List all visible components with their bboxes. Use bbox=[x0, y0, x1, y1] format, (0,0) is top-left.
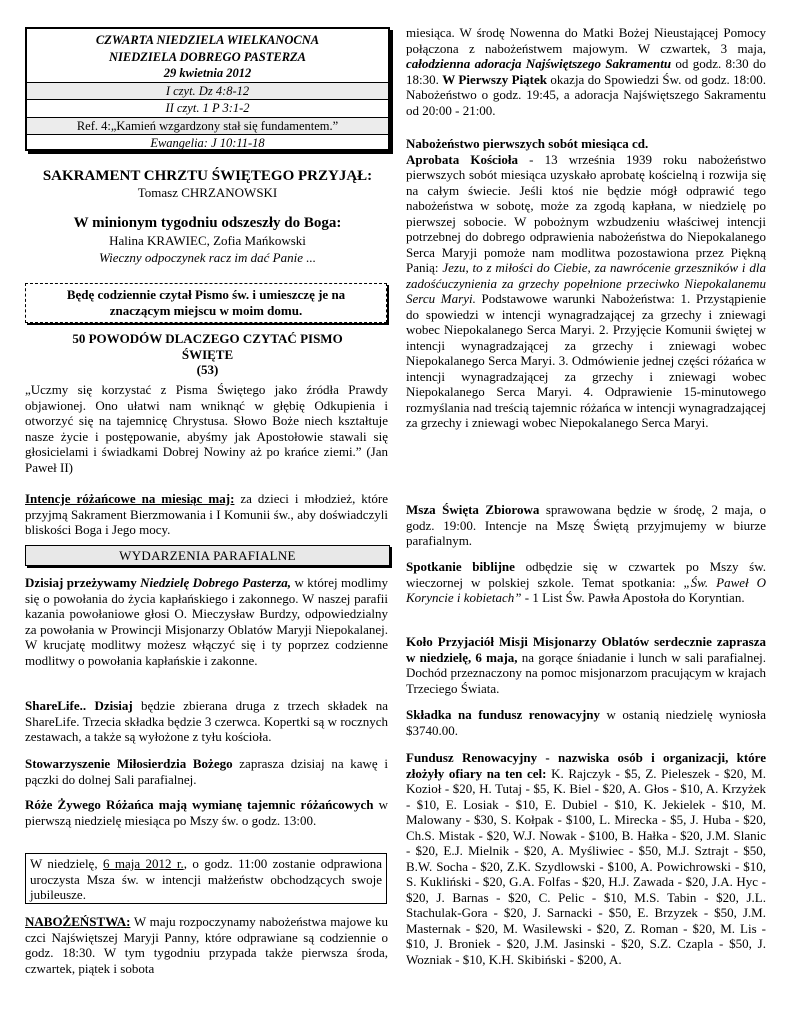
first-saturdays-lead: Aprobata Kościoła bbox=[406, 151, 519, 167]
services-label: NABOŻEŃSTWA: bbox=[25, 914, 131, 929]
baptism-title: SAKRAMENT CHRZTU ŚWIĘTEGO PRZYJĄŁ: bbox=[42, 168, 373, 184]
first-saturdays-paragraph bbox=[406, 136, 766, 431]
bible-meeting-paragraph bbox=[406, 559, 766, 606]
services-continued bbox=[406, 25, 766, 118]
rosary-intentions bbox=[25, 491, 388, 538]
services-cont-1: miesiąca. W środę Nowenna do Matki Bożej Nieustającej Pomocy połączona z nabożeństwem majowym. W czwartek, 3 maja, bbox=[406, 25, 766, 56]
good-shepherd-lead: Dzisiaj przeżywamy bbox=[25, 575, 141, 590]
jubilee-pre: W niedzielę, bbox=[30, 856, 103, 871]
reasons-title-1: 50 POWODÓW DLACZEGO CZYTAĆ PISMO bbox=[72, 331, 343, 346]
rosary-intentions-text: za dzieci i młodzież, które przyjmą Sakrament Bierzmowania i I Komunii św., aby doświadczyli bliskości Boga i Jego mocy. bbox=[25, 491, 388, 537]
renovation-fund-text: K. Rajczyk - $5, Z. Pieleszek - $20, M. Kozioł - $20, H. Tutaj - $5, K. Biel - $20, A. Głos - $10, A. Krzyżek - $10, E. Losiak - $10, E. Dubiel - $10, K. Jekielek - $10, M. Malowany - $30, S. Kołpak - $100, L. Mirecka - $5, J. Huba - $20, Ch.S. Mistak - $20, W.J. Nowak - $100, B. Hałka - $20, J.M. Slanic - $20, E.J. Mielnik - $20, A. Myśliwiec - $50, M.J. Sztrajt - $50, B.W. Socha - $20, Z.K. Szydlowski - $100, A. Powichrowski - $10, S. Kukliński - $20, G.A. Folfas - $20, H.J. Zawada - $20, J.A. Hyc - $20, J. Barnas - $20, C. Pelic - $10, M.S. Tabin - $20, J.L. Stachulak-Gora - $20, J. Sarnacki - $50, E. Brzyzek - $50, J.M. Masternak - $20, M. Wasilewski - $20, Z. Roman - $20, M. Lis - $10, J. Broniek - $20, J.M. Jasinski - $20, S.Z. Czapla - $50, J. Wozniak - $10, K.H. Skibiński - $200, A. bbox=[406, 765, 767, 967]
scripture-pledge-box bbox=[25, 283, 387, 323]
renovation-fund-lead: Fundusz Renowacyjny - nazwiska osób i organizacji, które złożyły ofiary na ten cel: bbox=[406, 750, 766, 781]
jubilee-text: , o godz. 11:00 zostanie odprawiona uroczysta Msza św. w intencji małżeństw obchodzących swoje jubileusze. bbox=[30, 856, 382, 902]
deceased-names: Halina KRAWIEC, Zofia Mańkowski bbox=[109, 233, 306, 248]
sharelife-paragraph bbox=[25, 698, 388, 745]
baptism-name: Tomasz CHRZANOWSKI bbox=[137, 185, 278, 200]
reasons-quote: „Uczmy się korzystać z Pisma Świętego jako źródła Prawdy objawionej. Ono ułatwi nam wniknąć w głębię Odkupienia i otworzyć się na tajemnicę Chrystusa. Słowo Boże niech kształtuje nasze życie i postępowanie, abyśmy jak Apostołowie stawali się głosicielami i świadkami Dobrej Nowiny aż po krańce ziemi.” (Jan Paweł II) bbox=[25, 382, 388, 475]
deceased-section bbox=[25, 214, 390, 267]
first-saturdays-text-1: - 13 września 1939 roku nabożeństwo pierwszych sobót miesiąca uzyskało aprobatę kościelną i rozwija się na całym świecie. Jeśli ktoś nie będzie mógł odprawić tego nabożeństwa w sobotę, może za zgodą kapłana, w niedzielę po pierwszej sobocie. W pobożnym wzbudzeniu właściwej intencji potrzebnej do dobrego odprawienia nabożeństwa do Niepokalanego Serca Maryji pomoże nam modlitwa pozostawiona przez Piękną Panią: bbox=[406, 151, 766, 275]
mercy-text: zaprasza dzisiaj na kawę i pączki do dolnej Sali parafialnej. bbox=[25, 756, 388, 787]
mercy-paragraph bbox=[25, 756, 388, 787]
second-reading: II czyt. 1 P 3:1-2 bbox=[27, 99, 388, 117]
services-cont-2: od godz. 8:30 do 18:30. bbox=[406, 56, 766, 87]
renovation-collection-text: w ostanią niedzielę wyniosła $3740.00. bbox=[406, 707, 767, 738]
bible-meeting-text-2: - 1 List Św. Pawła Apostoła do Koryntian. bbox=[521, 590, 745, 605]
renovation-fund-paragraph bbox=[406, 750, 766, 967]
rosary-change-text: w pierwszą niedzielę miesiąca po Mszy św. o godz. 13:00. bbox=[25, 797, 389, 828]
bible-meeting-text: odbędzie się w czwartek po Mszy św. wieczornej w polskiej szkole. Temat spotkania: bbox=[406, 559, 766, 590]
refrain: Ref. 4:„Kamień wzgardzony stał się fundamentem.” bbox=[27, 117, 388, 135]
first-saturdays-text-2: Podstawowe warunki Nabożeństwa: 1. Przystąpienie do spowiedzi w intencji wynagradzającej za grzechy i zniewagi wobec Niepokalanego Serca Maryi. 2. Przyjęcie Komunii świętej w intencji wynagradzającej za grzechy i zniewagi wobec Niepokalanego Serca Maryi. 3. Odmówienie jednej części różańca w intencji wynagradzającej za grzechy i zniewagi wobec Niepokalanego Serca Maryi. 4. Odprawienie 15-minutowego rozmyślania nad treścią tajemnic różańca w intencji wynagradzającej za grzechy i zniewagi wobec Niepokalanego Serca Maryi. bbox=[406, 291, 766, 430]
scripture-pledge-line-1: Będę codziennie czytał Pismo św. i umieszczę je na bbox=[66, 287, 346, 302]
bible-meeting-topic: „Św. Paweł O Koryncie i kobietach” bbox=[406, 574, 766, 605]
scripture-pledge-line-2: znaczącym miejscu w moim domu. bbox=[109, 303, 303, 318]
liturgy-header-box bbox=[25, 27, 390, 151]
first-saturdays-title: Nabożeństwo pierwszych sobót miesiąca cd. bbox=[406, 136, 649, 151]
good-shepherd-paragraph bbox=[25, 575, 388, 668]
services-cont-3: okazja do Spowiedzi Św. od godz. 18:00. Nabożeństwo o godz. 19:45, a adoracja Najświętszego Sakramentu od 20:00 - 21:00. bbox=[406, 71, 766, 118]
baptism-section bbox=[25, 167, 390, 201]
jubilee-box bbox=[25, 853, 387, 904]
header-title-1: CZWARTA NIEDZIELA WIELKANOCNA bbox=[95, 33, 320, 47]
jubilee-date: 6 maja 2012 r. bbox=[102, 856, 184, 871]
header-title-2: NIEDZIELA DOBREGO PASTERZA bbox=[108, 49, 307, 64]
missions-lead: Koło Przyjaciół Misji Misjonarzy Oblatów serdecznie zaprasza w niedzielę, 6 maja, bbox=[406, 634, 766, 665]
group-mass-paragraph bbox=[406, 502, 766, 549]
deceased-title: W minionym tygodniu odszeszły do Boga: bbox=[73, 215, 342, 231]
sharelife-lead: ShareLife.. Dzisiaj bbox=[25, 698, 133, 713]
rosary-intentions-label: Intencje różańcowe na miesiąc maj: bbox=[25, 491, 235, 506]
first-friday-highlight: W Pierwszy Piątek bbox=[442, 71, 548, 87]
mercy-lead: Stowarzyszenie Miłosierdzia Bożego bbox=[25, 756, 233, 771]
reasons-number: (53) bbox=[196, 362, 219, 377]
missions-paragraph bbox=[406, 634, 766, 696]
adoration-highlight: całodzienna adoracja Najświętszego Sakramentu bbox=[406, 56, 672, 71]
bible-meeting-lead: Spotkanie biblijne bbox=[406, 559, 515, 574]
gospel: Ewangelia: J 10:11-18 bbox=[27, 134, 388, 152]
rosary-change-paragraph bbox=[25, 797, 388, 828]
first-saturdays-prayer: Jezu, to z miłości do Ciebie, za nawrócenie grzeszników i dla zadośćuczynienia za grzechy popełnione przeciwko Niepokalanemu Sercu Maryi. bbox=[406, 260, 766, 306]
rosary-change-lead: Róże Żywego Różańca mają wymianę tajemnic różańcowych bbox=[25, 797, 374, 812]
missions-text: na gorące śniadanie i lunch w sali parafialnej. Dochód przeznaczony na pomoc misjonarzom pracującym w krajach Trzeciego Świata. bbox=[406, 649, 767, 696]
renovation-collection-paragraph bbox=[406, 707, 766, 738]
services-text: W maju rozpoczynamy nabożeństwa majowe ku czci Najświętszej Maryji Panny, które odprawiane są codziennie o godz. 18:30. W tym tygodniu przypada także pierwsza środa, czwartek, piątek i sobota bbox=[25, 914, 388, 976]
group-mass-lead: Msza Święta Zbiorowa bbox=[406, 502, 540, 517]
good-shepherd-lead-italic: Niedzielę Dobrego Pasterza, bbox=[140, 575, 292, 590]
reasons-heading bbox=[25, 331, 390, 378]
renovation-collection-lead: Składka na fundusz renowacyjny bbox=[406, 707, 601, 722]
parish-events-bar: WYDARZENIA PARAFIALNE bbox=[25, 545, 390, 566]
services-paragraph bbox=[25, 914, 388, 976]
sharelife-text: będzie zbierana druga z trzech składek na ShareLife. Trzecia składka będzie 3 czerwca. Kopertki są w rocznych zestawach, a także są wyłożone z tyłu kościoła. bbox=[25, 698, 388, 744]
good-shepherd-text: w której modlimy się o powołania do życia kapłańskiego i zakonnego. W naszej parafii kazania powołaniowe głosi O. Mieczysław Burdzy, odpowiedzialny za powołania w Prowincji Misjonarzy Oblatów Maryji Niepokalanej. W krucjatę modlitwy możesz włączyć się i ty poprzez codzienne modlitwy o powołania kapłańskie i zakonne. bbox=[25, 575, 388, 668]
first-reading: I czyt. Dz 4:8-12 bbox=[27, 82, 388, 100]
group-mass-text: sprawowana będzie w środę, 2 maja, o godz. 19:00. Intencje na Mszę Świętą przyjmujemy w biurze parafialnym. bbox=[406, 502, 766, 548]
deceased-prayer: Wieczny odpoczynek racz im dać Panie ... bbox=[99, 250, 316, 265]
reasons-title-2: ŚWIĘTE bbox=[181, 346, 234, 362]
header-date: 29 kwietnia 2012 bbox=[163, 66, 252, 80]
